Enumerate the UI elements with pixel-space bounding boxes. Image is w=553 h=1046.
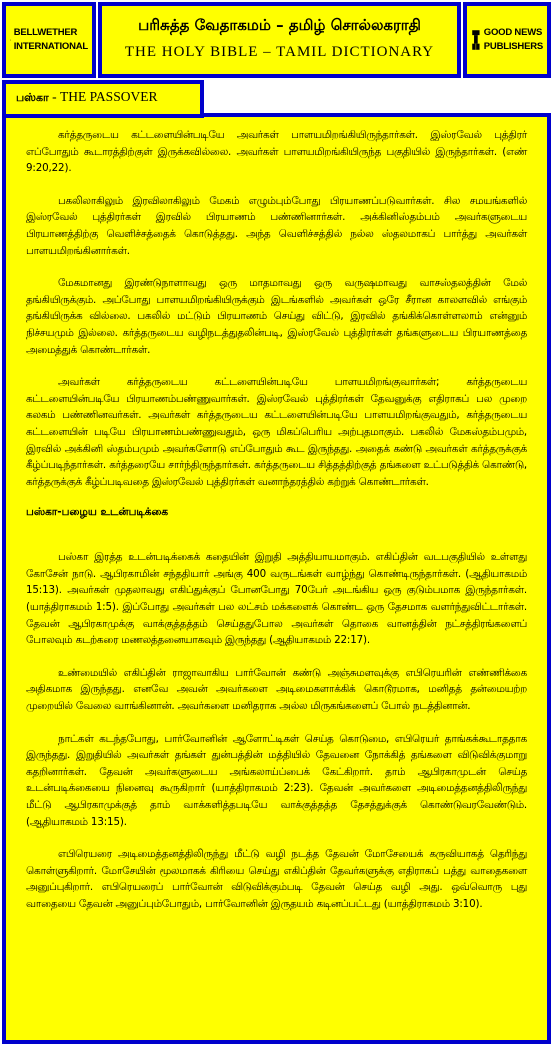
paragraph-group-1 — [26, 127, 527, 490]
paragraph: மேகமானது இரண்டுநாளாவது ஒரு மாதமாவது ஒரு வருஷமாவது வாசஸ்தலத்தின் மேல் தங்கியிருக்கும். அப்போது பாளயமிறங்கியிருக்கும் இடங்களில் அவர்கள் ஒரே சீரான காலளவில் எங்கும் தங்கியிருக்க வில்லை. பகலில் மட்டும் பிரயாணம் செய்து விட்டு, இரவில் தங்கிக்கொள்ளலாம் என்னும் நிச்சயமும் இல்லை. கர்த்தருடைய வழிநடத்துதலின்படி, இஸ்ரவேல் புத்திரர்கள் தங்களுடைய பிரயாணத்தை அமைத்துக் கொண்டார்கள். — [26, 277, 527, 356]
paragraph: கர்த்தருடைய கட்டளையின்படியே அவர்கள் பாளயமிறங்கியிருந்தார்கள். இஸ்ரவேல் புத்திரர் எப்போதும் கூடாரத்திற்குள் இருக்கவில்லை. அவர்கள் பாளயமிறங்கியிருந்த பகுதியில் இருந்தார்கள். (எண் 9:20,22). — [26, 129, 527, 175]
section-title — [6, 84, 200, 106]
right-logo-line1: GOOD NEWS — [483, 27, 543, 38]
praying-hands-icon — [10, 20, 11, 60]
paragraph: பஸ்கா இரத்த உடன்படிக்கைக் கதையின் இறுதி அத்தியாயமாகும். எகிப்தின் வடபகுதியில் உள்ளது கோசேன் நாடு. ஆபிரகாமின் சந்ததியார் அங்கு 400 வருடங்கள் வாழ்ந்து கொண்டிருந்தார்கள். (ஆதியாகமம் 15:13). அவர்கள் முதலாவது எகிப்துக்குப் போனபோது 70பேர் அடங்கிய ஒரு குடும்பமாக இருந்தார்கள். (யாத்திராகமம் 1:5). இப்போது அவர்கள் பல லட்சம் மக்களைக் கொண்ட ஒரு தேசமாக வளர்ந்துவிட்டார்கள். தேவன் ஆபிரகாமுக்கு வாக்குத்தத்தம் செய்ததுபோல அவர்கள் தொகை வானத்தின் நட்சத்திரங்களைப் போலவும் கடற்கரை மணலத்தனையாகவும் இருந்தது (ஆதியாகமம் 22:17). — [26, 551, 527, 647]
paragraph-group-2 — [26, 549, 527, 912]
paragraph: பகலிலாகிலும் இரவிலாகிலும் மேகம் எழும்பும்போது பிரயாணப்படுவார்கள். சில சமயங்களில் இஸ்ரவேல் புத்திரர்கள் இரவில் பிரயாணம் பண்ணினார்கள். அக்கினிஸ்தம்பம் அவர்களுடைய பிரயாணத்திற்கு வெளிச்சத்தைக் கொடுத்தது. அந்த வெளிச்சத்தில் நல்ல ஸ்தலமாகப் பார்த்து அவர்கள் பாளயமிறங்கினார்கள். — [26, 194, 527, 257]
left-logo-line2: INTERNATIONAL — [13, 41, 88, 52]
section-title-separator: - — [48, 89, 61, 104]
title-banner — [98, 2, 461, 78]
paragraph: எபிரெயரை அடிமைத்தனத்திலிருந்து மீட்டு வழி நடத்த தேவன் மோசேயைக் கருவியாகத் தெரிந்து கொள்ளுகிறார். மோசேயின் மூலமாகக் கிரியை செய்து எகிப்தின் தேவர்களுக்கு எதிராகப் பத்து வாதைகளை அனுப்புகிறார். எபிரெயரைப் பார்வோன் விடுவிக்கும்படி தேவன் செய்த வழி அது. ஒவ்வொரு புது வாதையை தேவன் அனுப்பும்போதும், பார்வோனின் இருதயம் கடினப்பட்டது (யாத்திராகமம் 3:10). — [26, 848, 527, 910]
open-book-icon — [471, 20, 481, 60]
paragraph: அவர்கள் கர்த்தருடைய கட்டளையின்படியே பாளயமிறங்குவார்கள்; கர்த்தருடைய கட்டளையின்படியே பிரயாணம்பண்ணுவார்கள். இஸ்ரவேல் புத்திரர்கள் தேவனுக்கு எதிராகப் பல முறை கலகம் பண்ணினவர்கள். அவர்கள் கர்த்தருடைய கட்டளையின்படியே பாளயமிறங்குவதும், கர்த்தருடைய கட்டளையின் படியே பிரயாணம்பண்ணுவதும், ஒரு மிகப்பெரிய அற்புதமாகும். பகலில் மேகஸ்தம்பமும், இரவில் அக்கினி ஸ்தம்பமும் அவர்களோடு எப்போதும் கூட இருந்தது. அதைக் கண்டு அவர்கள் கர்த்தருக்குக் கீழ்ப்படிந்தார்கள். கர்த்தரையே சார்ந்திருந்தார்கள். கர்த்தருடைய சித்தத்திற்குத் தங்களை உட்படுத்திக் கொண்டு, கர்த்தருக்குக் கீழ்ப்படிவதை இஸ்ரவேல் புத்திரர்கள் வனாந்தரத்தில் கற்றுக் கொண்டார்கள். — [26, 376, 527, 488]
subheading: பஸ்கா-பழைய உடன்படிக்கை — [26, 506, 169, 519]
good-news-logo — [463, 2, 551, 78]
paragraph: நாட்கள் கடந்தபோது, பார்வோனின் ஆளோட்டிகள் செய்த கொடுமை, எபிரெயர் தாங்கக்கூடாததாக இருந்தது. இறுதியில் அவர்கள் தங்கள் துன்பத்தின் மத்தியில் தேவனை நோக்கித் தங்களை விடுவிக்குமாறு கதறினார்கள். தேவன் அவர்களுடைய அங்கலாய்ப்பைக் கேட்கிறார். தாம் ஆபிரகாமுடன் செய்த உடன்படிக்கையை நினைவு கூருகிறார் (யாத்திராகமம் 2:23). தேவன் அவர்களை அடிமைத்தனத்திலிருந்து மீட்டு ஆபிரகாமுக்குத் தாம் வாக்களித்தபடியே வாக்குத்தத்த தேசத்துக்குக் கொண்டுவரவேண்டும். (ஆதியாகமம் 13:15). — [26, 732, 527, 828]
section-title-english: THE PASSOVER — [60, 89, 158, 104]
title-tamil: பரிசுத்த வேதாகமம் – தமிழ் சொல்லகராதி — [138, 16, 421, 34]
bellwether-logo — [2, 2, 96, 78]
title-english: THE HOLY BIBLE – TAMIL DICTIONARY — [124, 44, 435, 60]
left-logo-line1: BELLWETHER — [13, 27, 78, 38]
paragraph: உண்மையில் எகிப்தின் ராஜாவாகிய பார்வோன் கண்டு அஞ்சுமளவுக்கு எபிரெயரின் எண்ணிக்கை அதிகமாக இருந்தது. எனவே அவன் அவர்களை அடிமைகளாக்கிக் கொடூரமாக, மனிதத் தன்மையற்ற முறையில் வேலை வாங்கினான். அவர்களை மனிதராக அல்ல மிருகங்களைப் போல் நடத்தினான். — [26, 666, 527, 713]
right-logo-line2: PUBLISHERS — [483, 41, 543, 52]
article-body — [2, 113, 551, 1044]
section-title-tamil: பஸ்கா — [16, 91, 49, 104]
section-title-box — [2, 80, 204, 118]
